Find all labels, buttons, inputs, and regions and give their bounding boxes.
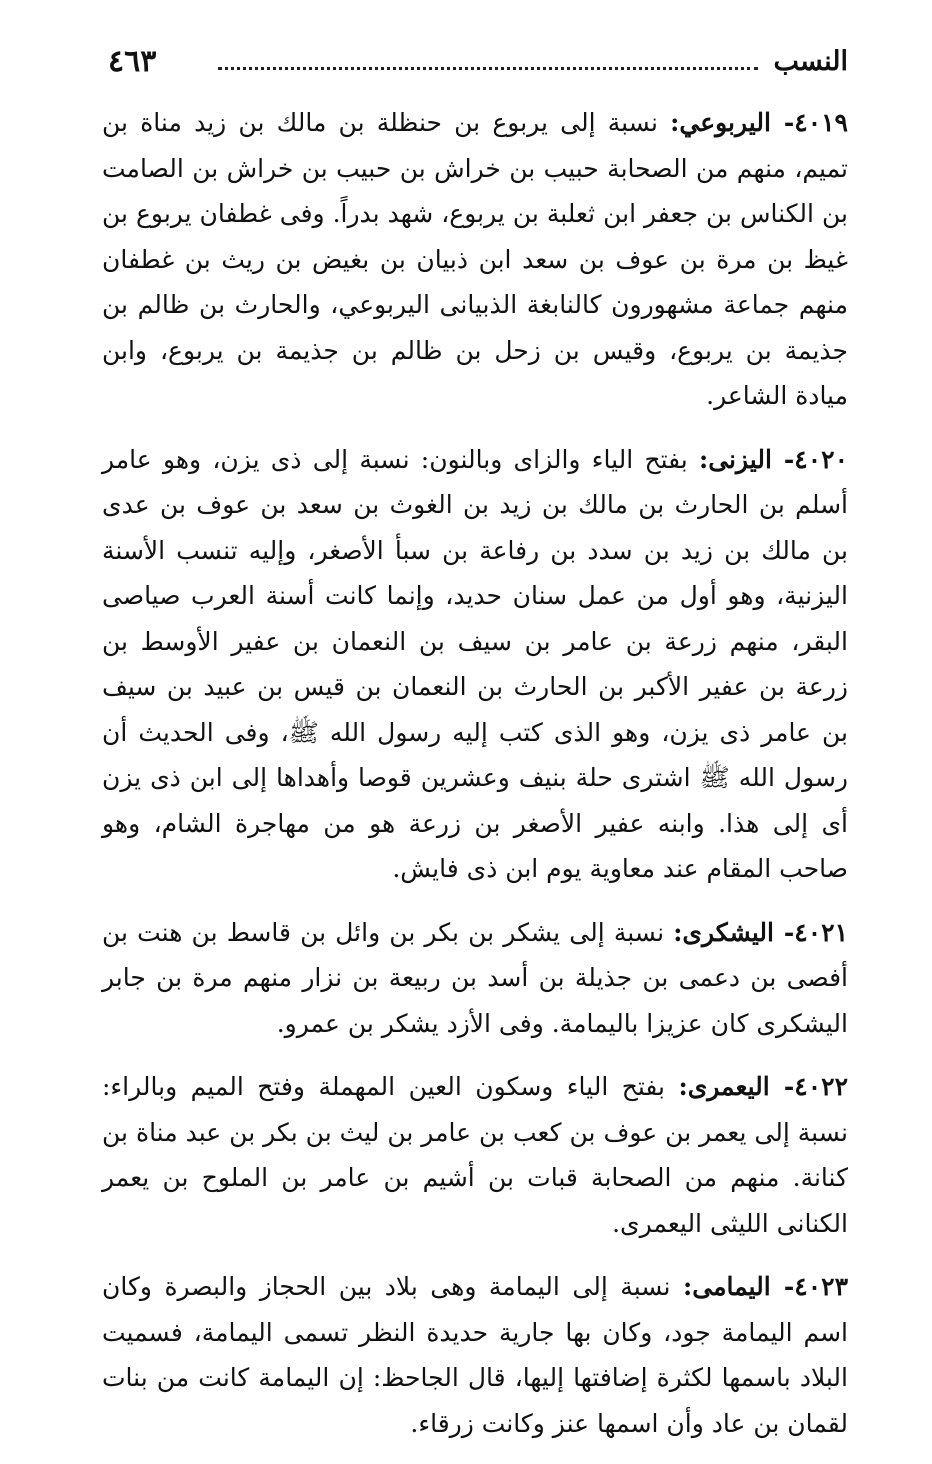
entry-heading: ٤٠٢٢- اليعمرى: [678,1072,848,1101]
page-body [102,100,848,1464]
running-title: النسب [773,46,848,77]
entry-heading: ٤٠١٩- اليربوعي: [670,108,848,137]
entry-heading: ٤٠٢٣- اليمامى: [683,1272,849,1301]
entry-text: نسبة إلى يربوع بن حنظلة بن مالك بن زيد مناة بن تميم، منهم من الصحابة حبيب بن خراش بن حبيب بن خراش بن الصامت بن الكناس بن جعفر ابن ثعلبة بن يربوع، شهد بدراً. وفى غطفان يربوع بن غيظ بن مرة بن عوف بن سعد ابن ذبيان بن بغيض بن ريث بن غطفان منهم جماعة مشهورون كالنابغة الذبيانى اليربوعي، والحارث بن ظالم بن جذيمة بن يربوع، وقيس بن زحل بن ظالم بن جذيمة بن يربوع، وابن ميادة الشاعر. [102,108,848,410]
page-number: ٤٦٣ [108,44,157,79]
entry-4022 [102,1064,848,1246]
entry-4023 [102,1264,848,1446]
entry-text: نسبة إلى اليمامة وهى بلاد بين الحجاز والبصرة وكان اسم اليمامة جود، وكان بها جارية حديدة النظر تسمى اليمامة، فسميت البلاد باسمها لكثرة إضافتها إليها، قال الجاحظ: إن اليمامة كانت من بنات لقمان بن عاد وأن اسمها عنز وكانت زرقاء. [102,1272,848,1438]
entry-text: نسبة إلى يشكر بن بكر بن وائل بن قاسط بن هنت بن أفصى بن دعمى بن جذيلة بن أسد بن ربيعة بن نزار منهم مرة بن جابر اليشكرى كان عزيزا باليمامة. وفى الأزد يشكر بن عمرو. [102,917,848,1038]
entry-text: بفتح الياء وسكون العين المهملة وفتح الميم وبالراء: نسبة إلى يعمر بن عوف بن كعب بن عامر بن ليث بن بكر بن عبد مناة بن كنانة. منهم من الصحابة قبات بن أشيم بن عامر بن الملوح بن يعمر الكنانى الليثى اليعمرى. [102,1072,848,1238]
entry-4020 [102,437,848,892]
page-header [108,40,848,90]
entry-heading: ٤٠٢٠- اليزنى: [698,444,848,474]
entry-text: بفتح الياء والزاى وبالنون: نسبة إلى ذى يزن، وهو عامر أسلم بن الحارث بن مالك بن زيد بن الغوث بن سعد بن عوف بن عدى بن مالك بن زيد بن سدد بن رفاعة بن سبأ الأصغر، وإليه تنسب الأسنة اليزنية، وهو أول من عمل سنان حديد، وإنما كانت أسنة العرب صياصى البقر، منهم زرعة بن عامر بن سيف بن النعمان بن عفير الأوسط بن زرعة بن عفير الأكبر بن الحارث بن النعمان بن قيس بن عبيد بن سيف بن عامر ذى يزن، وهو الذى كتب إليه رسول الله ﷺ، وفى الحديث أن رسول الله ﷺ اشترى حلة بنيف وعشرين قوصا وأهداها إلى ابن ذى يزن أى إلى هذا. وابنه عفير الأصغر بن زرعة هو من مهاجرة الشام، وهو صاحب المقام عند معاوية يوم ابن ذى فايش. [102,444,848,883]
entry-4021 [102,910,848,1047]
entry-4019 [102,100,848,419]
header-dot-leader [218,67,758,70]
entry-heading: ٤٠٢١- اليشكرى: [673,917,848,947]
